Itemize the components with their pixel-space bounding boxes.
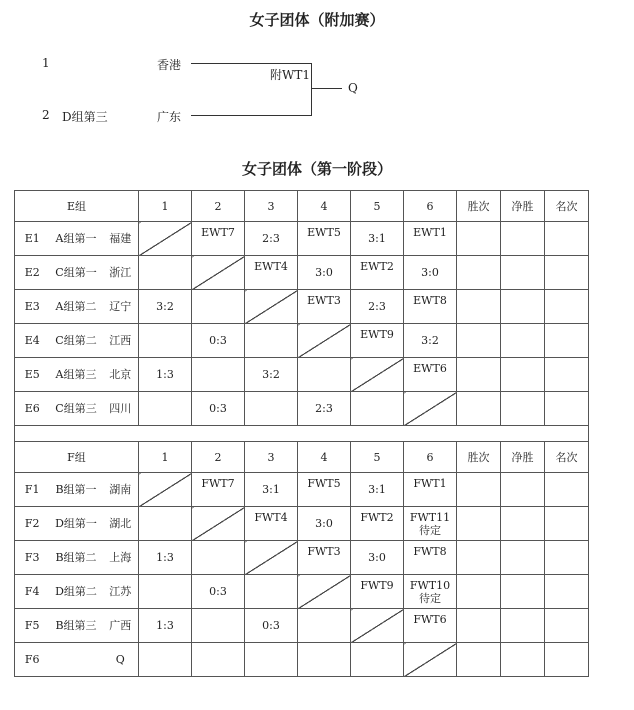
groupE-cell: 2:3 — [351, 290, 404, 324]
groupF-row-seed: D组第二 — [50, 575, 103, 609]
groupF-cell: FWT10 待定 — [404, 575, 457, 609]
groupF-cell: FWT4 — [245, 507, 298, 541]
groupE-cell — [351, 392, 404, 426]
groupE-row-seed: C组第三 — [50, 392, 103, 426]
playoff-row-2-seed: D组第三 — [62, 110, 108, 124]
groupE-row-seed: A组第一 — [50, 222, 103, 256]
groupE-stat-cell — [545, 256, 589, 290]
groupE-cell: EWT3 — [298, 290, 351, 324]
groupE-cell: EWT1 — [404, 222, 457, 256]
groupF-cell: FWT11 待定 — [404, 507, 457, 541]
groupF-cell: 3:0 — [298, 507, 351, 541]
groupF-cell — [298, 575, 351, 609]
groupF-stat-cell — [545, 575, 589, 609]
groupF-cell — [351, 643, 404, 677]
table-row — [15, 541, 589, 575]
groupF-col-7: 胜次 — [457, 442, 501, 473]
table-row — [15, 609, 589, 643]
groupE-col-3: 3 — [245, 191, 298, 222]
groupE-cell — [139, 324, 192, 358]
groupE-col-9: 名次 — [545, 191, 589, 222]
groupE-stat-cell — [501, 290, 545, 324]
groupE-row-seed: A组第三 — [50, 358, 103, 392]
groupE-cell: 2:3 — [245, 222, 298, 256]
groupF-cell — [192, 609, 245, 643]
groupE-stat-cell — [457, 358, 501, 392]
groupF-row-team: 上海 — [103, 541, 139, 575]
groupE-cell: EWT2 — [351, 256, 404, 290]
table-row — [15, 575, 589, 609]
groupF-cell: FWT3 — [298, 541, 351, 575]
groupF-stat-cell — [457, 575, 501, 609]
table-row — [15, 392, 589, 426]
group-spacer-cell — [15, 426, 589, 442]
groupF-cell — [139, 643, 192, 677]
groupF-cell: FWT5 — [298, 473, 351, 507]
groupE-cell — [245, 290, 298, 324]
groupF-stat-cell — [457, 507, 501, 541]
groupF-cell: FWT1 — [404, 473, 457, 507]
groupF-row-seed: B组第一 — [50, 473, 103, 507]
groupE-cell — [192, 290, 245, 324]
groupE-row-team: 福建 — [103, 222, 139, 256]
groupE-cell: EWT7 — [192, 222, 245, 256]
groupF-col-1: 1 — [139, 442, 192, 473]
groupE-cell — [139, 256, 192, 290]
groupE-cell: 3:0 — [404, 256, 457, 290]
groupE-col-7: 胜次 — [457, 191, 501, 222]
groupF-col-2: 2 — [192, 442, 245, 473]
groupF-cell — [351, 609, 404, 643]
groupF-cell — [192, 507, 245, 541]
groupF-cell — [404, 643, 457, 677]
groupF-row-id: F6 — [15, 643, 50, 677]
groupF-cell — [139, 507, 192, 541]
groupE-row-team: 辽宁 — [103, 290, 139, 324]
groupE-row-seed: A组第二 — [50, 290, 103, 324]
groupE-stat-cell — [457, 256, 501, 290]
groupF-stat-cell — [501, 575, 545, 609]
groupE-row-seed: C组第一 — [50, 256, 103, 290]
groupE-cell: 0:3 — [192, 324, 245, 358]
groupE-cell — [139, 222, 192, 256]
table-row — [15, 256, 589, 290]
group-table — [14, 190, 589, 677]
table-row — [15, 290, 589, 324]
groupE-cell: 3:2 — [404, 324, 457, 358]
groupF-stat-cell — [501, 507, 545, 541]
playoff-row-2-num: 2 — [42, 108, 50, 122]
groupE-cell — [245, 392, 298, 426]
groupE-row-id: E6 — [15, 392, 50, 426]
groupE-stat-cell — [457, 392, 501, 426]
groupF-stat-cell — [457, 541, 501, 575]
table-row — [15, 222, 589, 256]
groupF-cell — [192, 541, 245, 575]
groupF-cell — [298, 643, 351, 677]
groupF-cell: FWT6 — [404, 609, 457, 643]
groupF-stat-cell — [457, 643, 501, 677]
groupE-col-5: 5 — [351, 191, 404, 222]
groupF-row-team: Q — [103, 643, 139, 677]
groupE-cell — [192, 358, 245, 392]
groupF-row-id: F1 — [15, 473, 50, 507]
table-row — [15, 473, 589, 507]
groupE-col-8: 净胜 — [501, 191, 545, 222]
groupE-stat-cell — [501, 358, 545, 392]
groupF-stat-cell — [545, 507, 589, 541]
playoff-row-1-num: 1 — [42, 56, 50, 70]
groupE-cell: 3:1 — [351, 222, 404, 256]
groupF-cell: 3:1 — [351, 473, 404, 507]
groupE-stat-cell — [501, 324, 545, 358]
groupF-row-seed — [50, 643, 103, 677]
groupF-cell: FWT9 — [351, 575, 404, 609]
groupE-name: E组 — [15, 191, 139, 222]
playoff-row-1-team: 香港 — [157, 58, 182, 72]
groupE-row-team: 四川 — [103, 392, 139, 426]
groupF-row-team: 江苏 — [103, 575, 139, 609]
groupF-cell: FWT2 — [351, 507, 404, 541]
table-row — [15, 643, 589, 677]
groupF-stat-cell — [457, 609, 501, 643]
groupE-stat-cell — [545, 358, 589, 392]
stage1-title: 女子团体（第一阶段） — [241, 160, 392, 178]
groupF-row-id: F2 — [15, 507, 50, 541]
groupE-cell: EWT6 — [404, 358, 457, 392]
groupF-stat-cell — [545, 473, 589, 507]
playoff-result: Q — [348, 81, 358, 95]
groupE-cell: 3:0 — [298, 256, 351, 290]
groupF-row-id: F5 — [15, 609, 50, 643]
groupE-stat-cell — [545, 324, 589, 358]
groupE-stat-cell — [545, 222, 589, 256]
groupE-cell: 1:3 — [139, 358, 192, 392]
groupF-cell — [245, 541, 298, 575]
groupF-cell: FWT7 — [192, 473, 245, 507]
groupF-cell — [298, 609, 351, 643]
groupE-cell: EWT9 — [351, 324, 404, 358]
groupF-cell — [139, 473, 192, 507]
groupF-row-id: F3 — [15, 541, 50, 575]
groupF-col-6: 6 — [404, 442, 457, 473]
groupF-cell: 0:3 — [192, 575, 245, 609]
groupE-cell: EWT8 — [404, 290, 457, 324]
groupF-row-team: 广西 — [103, 609, 139, 643]
groupF-col-8: 净胜 — [501, 442, 545, 473]
groupE-cell — [351, 358, 404, 392]
group-spacer — [15, 426, 589, 442]
groupF-row-team: 湖南 — [103, 473, 139, 507]
groupE-stat-cell — [545, 290, 589, 324]
groupE-stat-cell — [501, 392, 545, 426]
groupE-cell — [298, 324, 351, 358]
groupF-stat-cell — [501, 643, 545, 677]
groupF-stat-cell — [501, 541, 545, 575]
groupF-header-row — [15, 442, 589, 473]
groupF-col-9: 名次 — [545, 442, 589, 473]
groupE-stat-cell — [457, 290, 501, 324]
playoff-row-2-team: 广东 — [157, 110, 182, 124]
groupF-cell: 0:3 — [245, 609, 298, 643]
table-row — [15, 324, 589, 358]
bracket-line-out — [311, 88, 342, 89]
groupE-cell: 3:2 — [245, 358, 298, 392]
groupF-row-seed: B组第二 — [50, 541, 103, 575]
groupE-stat-cell — [457, 222, 501, 256]
groupE-header-row — [15, 191, 589, 222]
groupE-row-team: 浙江 — [103, 256, 139, 290]
groupE-cell: 3:2 — [139, 290, 192, 324]
groupE-cell: 2:3 — [298, 392, 351, 426]
groupE-row-team: 江西 — [103, 324, 139, 358]
groupE-stat-cell — [501, 222, 545, 256]
groupF-cell: 3:1 — [245, 473, 298, 507]
groupF-cell: 1:3 — [139, 541, 192, 575]
groupE-row-id: E4 — [15, 324, 50, 358]
groupF-cell — [245, 643, 298, 677]
groupF-col-5: 5 — [351, 442, 404, 473]
groupE-col-6: 6 — [404, 191, 457, 222]
groupE-stat-cell — [457, 324, 501, 358]
groupF-stat-cell — [501, 473, 545, 507]
groupE-stat-cell — [545, 392, 589, 426]
groupF-stat-cell — [545, 541, 589, 575]
groupF-name: F组 — [15, 442, 139, 473]
groupF-stat-cell — [545, 643, 589, 677]
groupF-row-seed: D组第一 — [50, 507, 103, 541]
groupE-stat-cell — [501, 256, 545, 290]
groupE-cell: EWT5 — [298, 222, 351, 256]
groupE-row-id: E3 — [15, 290, 50, 324]
groupF-row-id: F4 — [15, 575, 50, 609]
groupE-row-team: 北京 — [103, 358, 139, 392]
groupE-cell — [404, 392, 457, 426]
groupE-cell: EWT4 — [245, 256, 298, 290]
groupE-row-seed: C组第二 — [50, 324, 103, 358]
groupE-row-id: E1 — [15, 222, 50, 256]
groupF-cell — [192, 643, 245, 677]
groupE-col-2: 2 — [192, 191, 245, 222]
groupF-row-seed: B组第三 — [50, 609, 103, 643]
groupE-col-1: 1 — [139, 191, 192, 222]
groupF-cell — [139, 575, 192, 609]
groupE-col-4: 4 — [298, 191, 351, 222]
groupF-col-4: 4 — [298, 442, 351, 473]
bracket-line-vertical — [311, 63, 312, 116]
groupE-cell — [298, 358, 351, 392]
groupE-cell — [192, 256, 245, 290]
groupF-cell: FWT8 — [404, 541, 457, 575]
table-row — [15, 507, 589, 541]
groupE-cell — [245, 324, 298, 358]
groupF-stat-cell — [457, 473, 501, 507]
groupF-cell: 3:0 — [351, 541, 404, 575]
groupF-cell: 1:3 — [139, 609, 192, 643]
groupF-stat-cell — [501, 609, 545, 643]
bracket-line-bottom — [191, 115, 311, 116]
playoff-match-label: 附WT1 — [270, 68, 310, 82]
groupF-row-team: 湖北 — [103, 507, 139, 541]
groupE-row-id: E5 — [15, 358, 50, 392]
groupE-cell: 0:3 — [192, 392, 245, 426]
groupF-col-3: 3 — [245, 442, 298, 473]
table-row — [15, 358, 589, 392]
groupF-stat-cell — [545, 609, 589, 643]
playoff-title: 女子团体（附加赛） — [249, 11, 385, 29]
groupE-row-id: E2 — [15, 256, 50, 290]
groupF-cell — [245, 575, 298, 609]
bracket-line-top — [191, 63, 311, 64]
groupE-cell — [139, 392, 192, 426]
